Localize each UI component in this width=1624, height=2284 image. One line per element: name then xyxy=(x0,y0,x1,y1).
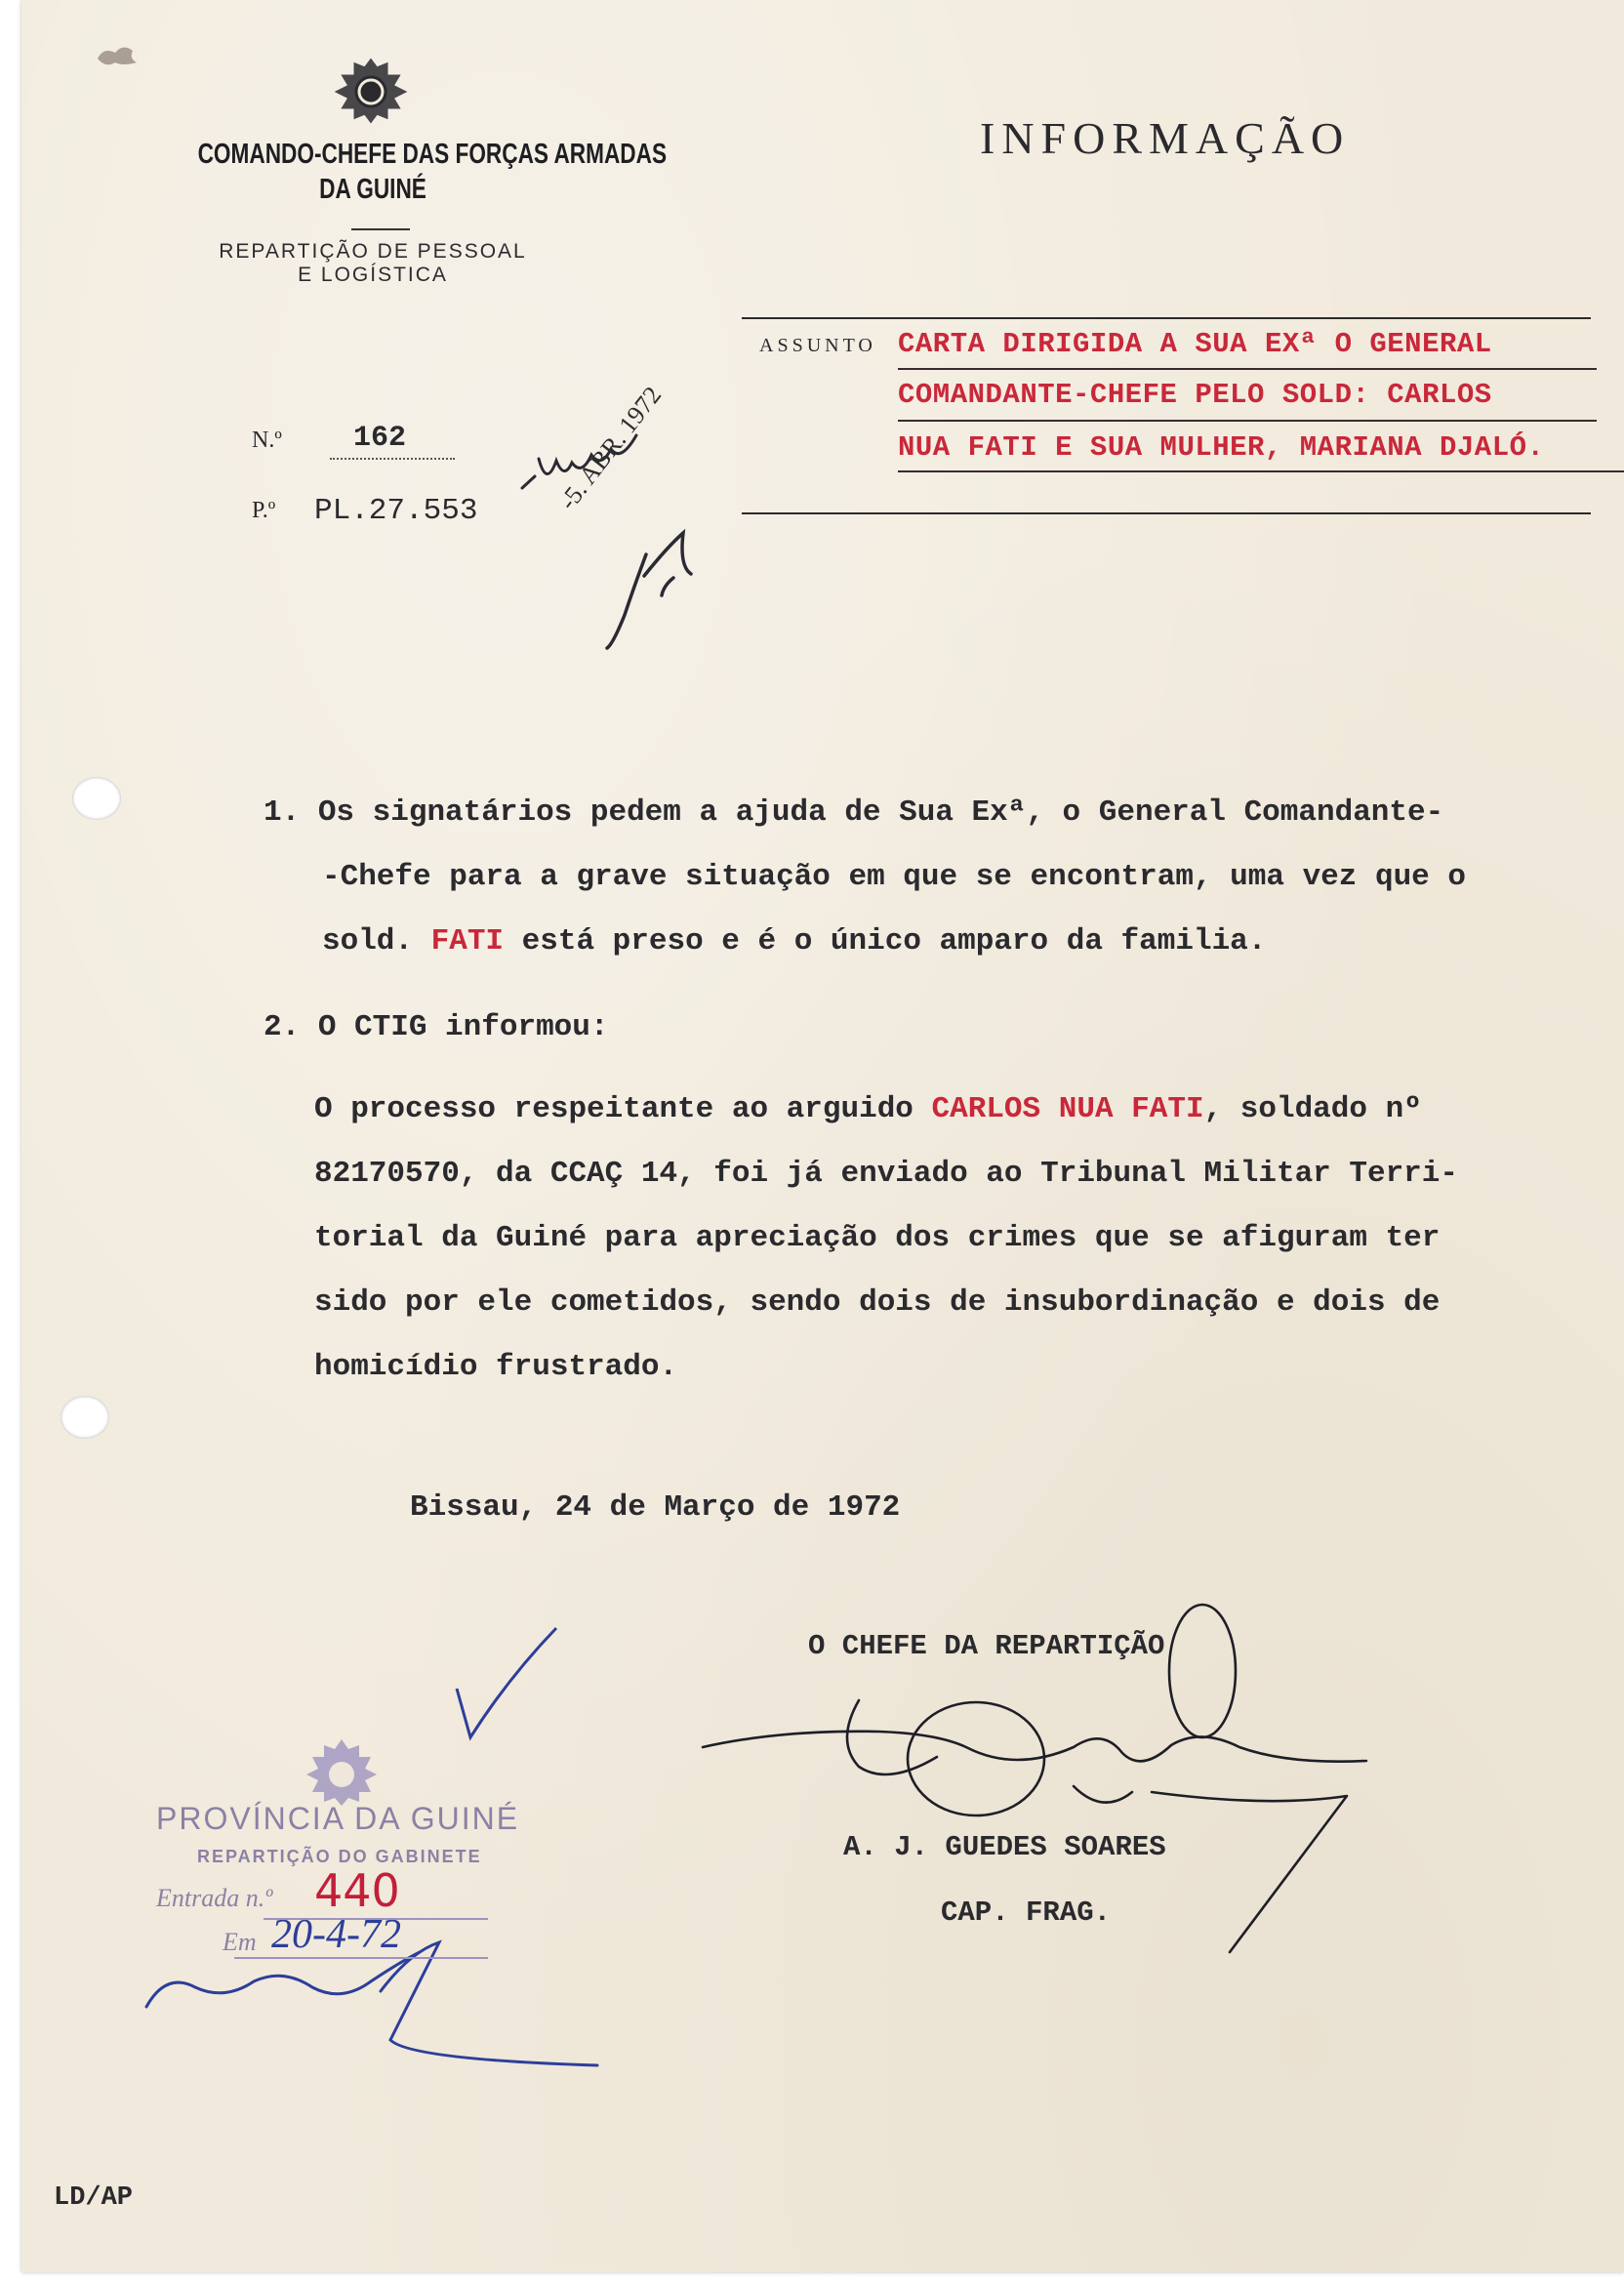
signer-name: A. J. GUEDES SOARES xyxy=(843,1831,1166,1863)
place-and-date: Bissau, 24 de Março de 1972 xyxy=(410,1490,901,1525)
entry-number-value: 440 xyxy=(314,1864,400,1917)
subject-underline-2 xyxy=(898,420,1597,422)
entry-stamp-province: PROVÍNCIA DA GUINÉ xyxy=(156,1801,520,1836)
paragraph-1-line-2: -Chefe para a grave situação em que se encontram, uma vez que o xyxy=(322,860,1466,894)
organization-name xyxy=(197,137,668,207)
department-name xyxy=(187,240,558,287)
department-line-1: REPARTIÇÃO DE PESSOAL xyxy=(219,240,527,263)
entry-number-label: Entrada n.º xyxy=(156,1884,273,1912)
report-line-2: 82170570, da CCAÇ 14, foi já enviado ao Tribunal Militar Terri- xyxy=(314,1157,1458,1191)
subject-line-2: COMANDANTE-CHEFE PELO SOLD: CARLOS xyxy=(898,379,1492,411)
paragraph-2-text: O CTIG informou: xyxy=(317,1010,609,1044)
process-value: PL.27.553 xyxy=(314,494,478,528)
report-line-1: O processo respeitante ao arguido CARLOS NUA FATI, soldado nº xyxy=(314,1092,1422,1126)
number-dotted-line xyxy=(330,458,455,460)
paragraph-1-number: 1. xyxy=(264,795,301,830)
paragraph-2 xyxy=(264,996,608,1060)
paragraph-1 xyxy=(264,781,1466,974)
paper-tear-mark xyxy=(90,29,148,78)
organization-line-1: COMANDO-CHEFE DAS FORÇAS ARMADAS xyxy=(197,139,668,170)
subject-label: ASSUNTO xyxy=(759,335,876,356)
process-label: P.º xyxy=(252,498,276,523)
signer-title: O CHEFE DA REPARTIÇÃO xyxy=(808,1630,1165,1662)
punch-hole xyxy=(72,777,121,820)
subject-bottom-rule xyxy=(742,512,1591,514)
signer-rank: CAP. FRAG. xyxy=(941,1897,1112,1929)
report-line-4: sido por ele cometidos, sendo dois de insubordinação e dois de xyxy=(314,1285,1441,1320)
report-line-5: homicídio frustrado. xyxy=(314,1350,678,1384)
soldier-surname: FATI xyxy=(430,924,505,958)
paragraph-2-number: 2. xyxy=(264,1010,301,1044)
accused-name: CARLOS NUA FATI xyxy=(931,1092,1204,1126)
entry-stamp-office: REPARTIÇÃO DO GABINETE xyxy=(197,1847,482,1866)
subject-underline-3 xyxy=(898,470,1624,472)
subject-line-1: CARTA DIRIGIDA A SUA EXª O GENERAL xyxy=(898,328,1492,360)
entry-date-value: 20-4-72 xyxy=(271,1912,401,1957)
ctig-report xyxy=(314,1078,1458,1400)
typist-initials: LD/AP xyxy=(54,2183,134,2213)
subject-line-3: NUA FATI E SUA MULHER, MARIANA DJALÓ. xyxy=(898,431,1545,464)
paragraph-1-line-3: sold. FATI está preso e é o único amparo da familia. xyxy=(322,924,1267,958)
department-line-2: E LOGÍSTICA xyxy=(298,264,448,286)
number-value: 162 xyxy=(353,422,407,455)
organization-line-2: DA GUINÉ xyxy=(319,174,426,205)
subject-top-rule xyxy=(742,317,1591,319)
received-date-stamp: -5. ABR. 1972 xyxy=(553,381,668,515)
paragraph-1-line-1: Os signatários pedem a ajuda de Sua Exª, o General Comandante- xyxy=(317,795,1444,830)
document-title: INFORMAÇÃO xyxy=(980,113,1351,163)
subject-underline-1 xyxy=(898,368,1597,370)
document-page xyxy=(21,0,1624,2272)
stamp-crest-icon xyxy=(295,1735,388,1808)
entry-date-label: Em xyxy=(223,1928,257,1956)
report-line-3: torial da Guiné para apreciação dos crimes que se afiguram ter xyxy=(314,1221,1441,1255)
punch-hole xyxy=(61,1396,109,1439)
coat-of-arms-icon xyxy=(326,55,416,125)
number-label: N.º xyxy=(252,428,282,453)
header-divider xyxy=(351,228,410,230)
